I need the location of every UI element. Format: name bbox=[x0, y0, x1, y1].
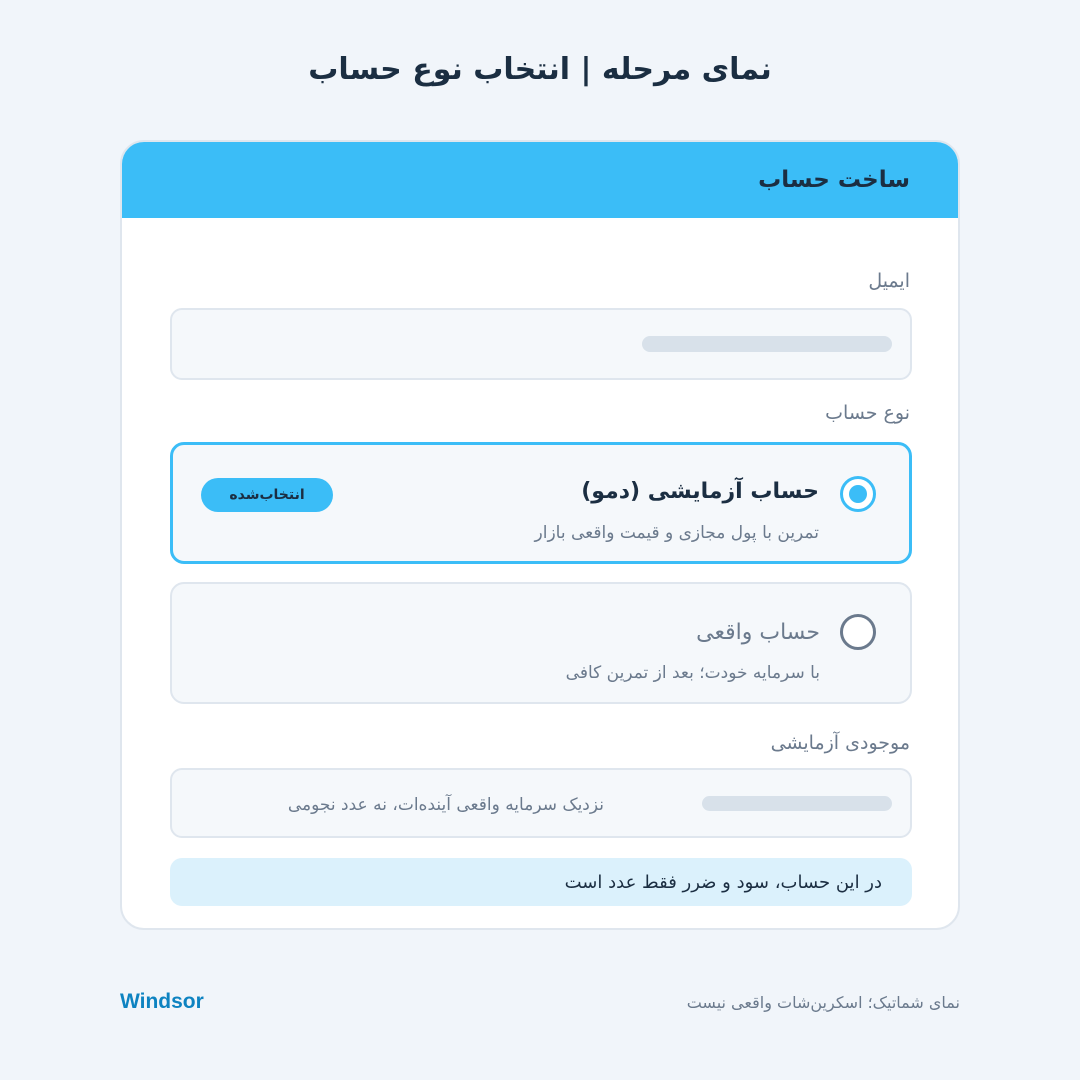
card-header-title: ساخت حساب bbox=[758, 167, 910, 193]
brand-logo: Windsor bbox=[120, 990, 204, 1013]
real-option-title: حساب واقعی bbox=[696, 620, 820, 645]
footer-note: نمای شماتیک؛ اسکرین‌شات واقعی نیست bbox=[686, 993, 960, 1012]
real-radio-button[interactable] bbox=[840, 614, 876, 650]
demo-balance-field[interactable] bbox=[170, 768, 912, 838]
selected-badge: انتخاب‌شده bbox=[201, 478, 333, 512]
email-placeholder-bar bbox=[642, 336, 892, 352]
demo-radio-button[interactable] bbox=[840, 476, 876, 512]
demo-balance-label: موجودی آزمایشی bbox=[770, 732, 910, 754]
account-type-label: نوع حساب bbox=[825, 402, 910, 424]
balance-hint: نزدیک سرمایه واقعی آینده‌ات، نه عدد نجومی bbox=[287, 795, 604, 815]
real-account-option[interactable] bbox=[170, 582, 912, 704]
email-field[interactable] bbox=[170, 308, 912, 380]
card-header bbox=[122, 142, 958, 218]
real-option-description: با سرمایه خودت؛ بعد از تمرین کافی bbox=[565, 663, 820, 683]
demo-option-description: تمرین با پول مجازی و قیمت واقعی بازار bbox=[534, 523, 819, 543]
demo-option-title: حساب آزمایشی (دمو) bbox=[581, 479, 819, 504]
create-account-card bbox=[120, 140, 960, 930]
balance-placeholder-bar bbox=[702, 796, 892, 811]
email-label: ایمیل bbox=[868, 270, 910, 292]
demo-account-option[interactable] bbox=[170, 442, 912, 564]
page-title: نمای مرحله | انتخاب نوع حساب bbox=[308, 52, 772, 87]
info-notice: در این حساب، سود و ضرر فقط عدد است bbox=[170, 858, 912, 906]
